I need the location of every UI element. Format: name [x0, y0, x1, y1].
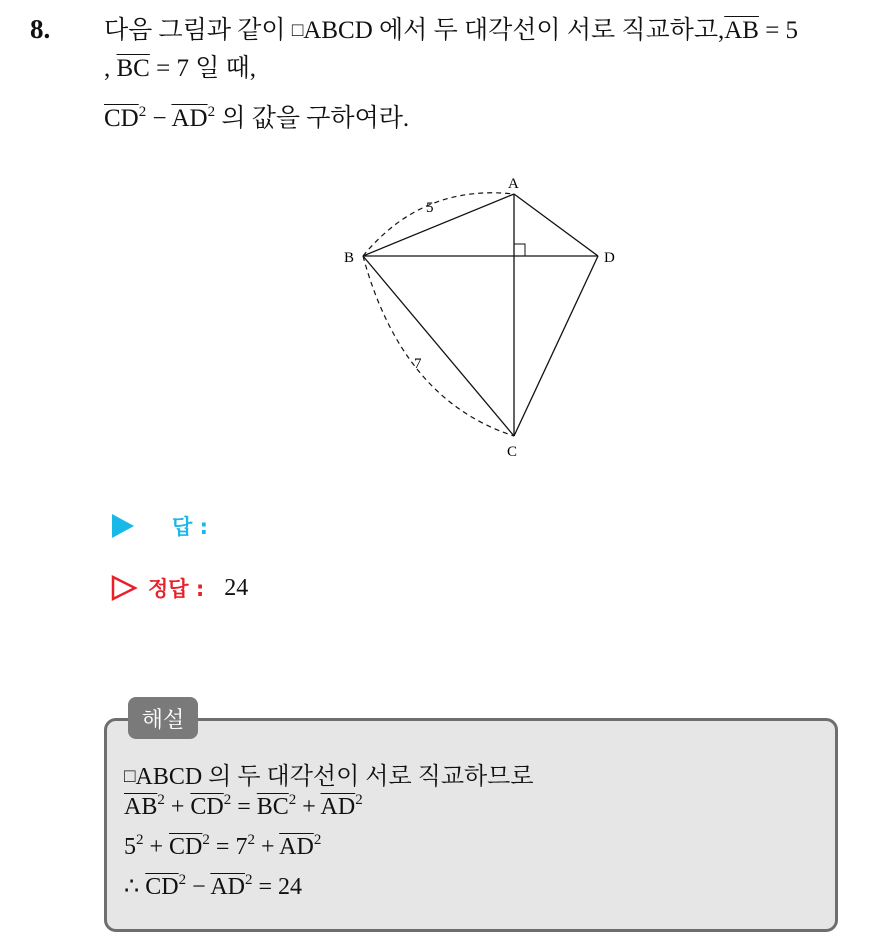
- segment-cd: $\overline{CD}$: [169, 834, 203, 860]
- question-text-2: 에서 두 대각선이 서로 직교하고,: [372, 17, 725, 44]
- exponent: 2: [138, 104, 147, 120]
- square-symbol: □: [291, 20, 304, 41]
- solution-line-3: [124, 834, 321, 861]
- question-line-3: [104, 102, 409, 136]
- therefore-sign: ∴: [124, 874, 146, 900]
- solution-line-2: [124, 794, 363, 821]
- kite-figure: [330, 170, 640, 465]
- length-label-ab: 5: [426, 200, 434, 216]
- plus-sign: +: [296, 794, 321, 820]
- side-ab: [363, 194, 514, 256]
- solution-line-1: [124, 756, 534, 791]
- answer-row: [110, 510, 228, 542]
- square-symbol: □: [124, 766, 136, 787]
- exponent: 2: [355, 792, 363, 808]
- minus-sign: −: [186, 874, 211, 900]
- exponent: 2: [136, 832, 144, 848]
- exponent: 2: [223, 792, 232, 808]
- vertex-label-a: A: [508, 176, 519, 192]
- side-bc: [363, 256, 514, 436]
- segment-cd: $\overline{CD}$: [104, 105, 139, 132]
- vertex-label-d: D: [604, 250, 615, 266]
- right-angle-mark: [514, 244, 525, 256]
- plus-sign: +: [143, 834, 170, 860]
- question-text: 다음 그림과 같이: [104, 17, 292, 44]
- exponent: 2: [247, 832, 255, 848]
- outline-arrow-icon: [110, 574, 138, 602]
- segment-bc: $\overline{BC}$: [116, 55, 150, 82]
- solution-text: ABCD 의 두 대각선이 서로 직교하므로: [135, 764, 534, 790]
- solution-line-4: [124, 872, 302, 901]
- question-line-2: [104, 52, 256, 86]
- exponent: 2: [178, 872, 187, 888]
- minus-sign: −: [146, 105, 172, 132]
- question-number: 8.: [30, 14, 51, 44]
- segment-ad: $\overline{AD}$: [210, 874, 246, 900]
- plus-sign: +: [254, 834, 280, 860]
- comma: ,: [104, 55, 111, 82]
- solution-tag: 해설: [128, 697, 198, 739]
- play-arrow-icon: [110, 513, 136, 539]
- exponent: 2: [202, 832, 210, 848]
- plus-sign: +: [164, 794, 191, 820]
- equals-sign: =: [231, 794, 257, 820]
- correct-answer-value: 24: [224, 574, 249, 601]
- question-line-1: [104, 14, 798, 50]
- segment-ab: $\overline{AB}$: [724, 17, 759, 44]
- side-cd: [514, 256, 598, 436]
- vertex-label-c: C: [507, 444, 518, 460]
- vertex-label-b: B: [344, 250, 355, 266]
- side-ad: [514, 194, 598, 256]
- exponent: 2: [288, 792, 297, 808]
- exponent: 2: [245, 872, 253, 888]
- bc-value: = 7 일 때,: [149, 55, 257, 82]
- length-label-bc: 7: [414, 356, 422, 372]
- exponent: 2: [313, 832, 322, 848]
- exponent: 2: [157, 792, 165, 808]
- ab-value: = 5: [758, 17, 799, 44]
- answer-label: 답 :: [172, 515, 208, 539]
- question-text-3: 의 값을 구하여라.: [215, 105, 410, 132]
- segment-ab: $\overline{AB}$: [124, 794, 158, 820]
- segment-cd: $\overline{CD}$: [145, 874, 179, 900]
- quad-name: ABCD: [303, 17, 373, 44]
- equals-sign: =: [209, 834, 236, 860]
- correct-answer-label: 정답 :: [148, 577, 205, 601]
- exponent: 2: [207, 104, 216, 120]
- segment-bc: $\overline{BC}$: [256, 794, 289, 820]
- number-five: 5: [124, 834, 136, 860]
- correct-answer-row: [110, 572, 248, 604]
- segment-ad: $\overline{AD}$: [279, 834, 314, 860]
- segment-ad: $\overline{AD}$: [171, 105, 208, 132]
- number-seven: 7: [235, 834, 248, 860]
- segment-cd: $\overline{CD}$: [190, 794, 224, 820]
- segment-ad: $\overline{AD}$: [320, 794, 356, 820]
- solution-result: = 24: [252, 874, 303, 900]
